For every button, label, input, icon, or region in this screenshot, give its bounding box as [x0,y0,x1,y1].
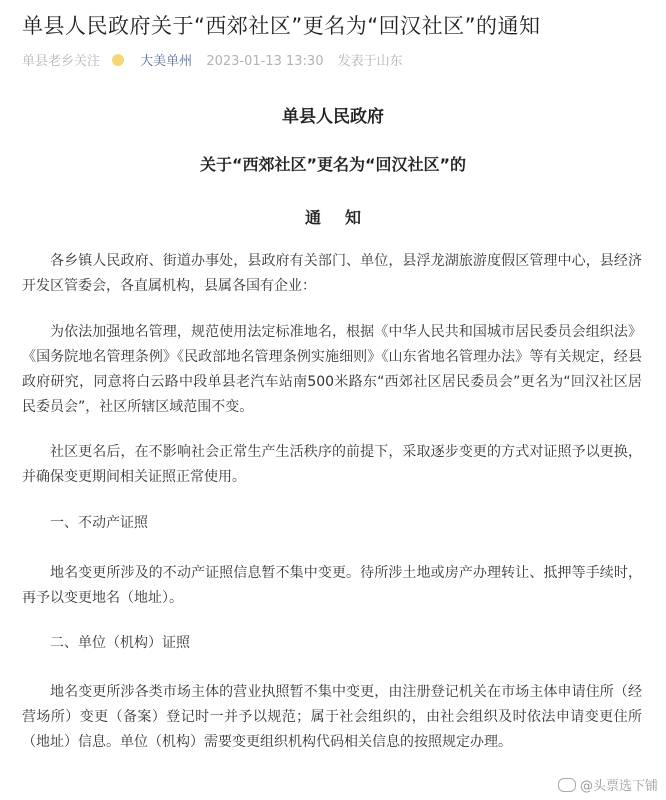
section2-title: 二、单位（机构）证照 [50,635,190,651]
document-heading-subject: 关于“西郊社区”更名为“回汉社区”的 [199,155,467,174]
change-paragraph: 社区更名后，在不影响社会正常生产生活秩序的前提下，采取逐步变更的方式对证照予以更换，并确保变更期间相关证照正常使用。 [22,444,642,485]
basis-paragraph: 为依法加强地名管理，规范使用法定标准地名，根据《中华人民共和国城市居民委员会组织法》《国务院地名管理条例》《民政部地名管理条例实施细则》《山东省地名管理办法》等有关规定，经县政府研究，同意将白云路中段单县老汽车站南500米路东“西郊社区居民委员会”更名为“回汉社区居民委员会”，社区所辖区域范围不变。 [22,324,642,415]
publish-location: 发表于山东 [337,54,403,69]
weibo-icon [558,778,576,792]
document-heading-org: 单县人民政府 [282,107,384,127]
article-title: 单县人民政府关于“西郊社区”更名为“回汉社区”的通知 [22,14,541,38]
watermark-text: @头票选下铺 [579,779,658,794]
sun-icon [112,54,124,66]
publish-datetime: 2023-01-13 13:30 [206,54,324,69]
author-link[interactable]: 大美单州 [140,54,193,69]
section2-body: 地名变更所涉各类市场主体的营业执照暂不集中变更，由注册登记机关在市场主体申请住所（经营场所）变更（备案）登记时一并予以规范；属于社会组织的，由社会组织及时依法申请变更住所（地址）信息。单位（机构）需要变更组织机构代码相关信息的按照规定办理。 [22,684,642,750]
recipients-paragraph: 各乡镇人民政府、街道办事处，县政府有关部门、单位，县浮龙湖旅游度假区管理中心，县经济开发区管委会，各直属机构，县属各国有企业： [22,253,642,294]
document-heading-type: 通知 [304,208,385,227]
section1-body: 地名变更所涉及的不动产证照信息暂不集中变更。待所涉土地或房产办理转让、抵押等手续时，再予以变更地名（地址）。 [22,565,642,606]
article-meta [22,50,413,69]
watermark [558,775,658,794]
section1-title: 一、不动产证照 [50,515,148,531]
source-name[interactable]: 单县老乡关注 [22,54,101,69]
